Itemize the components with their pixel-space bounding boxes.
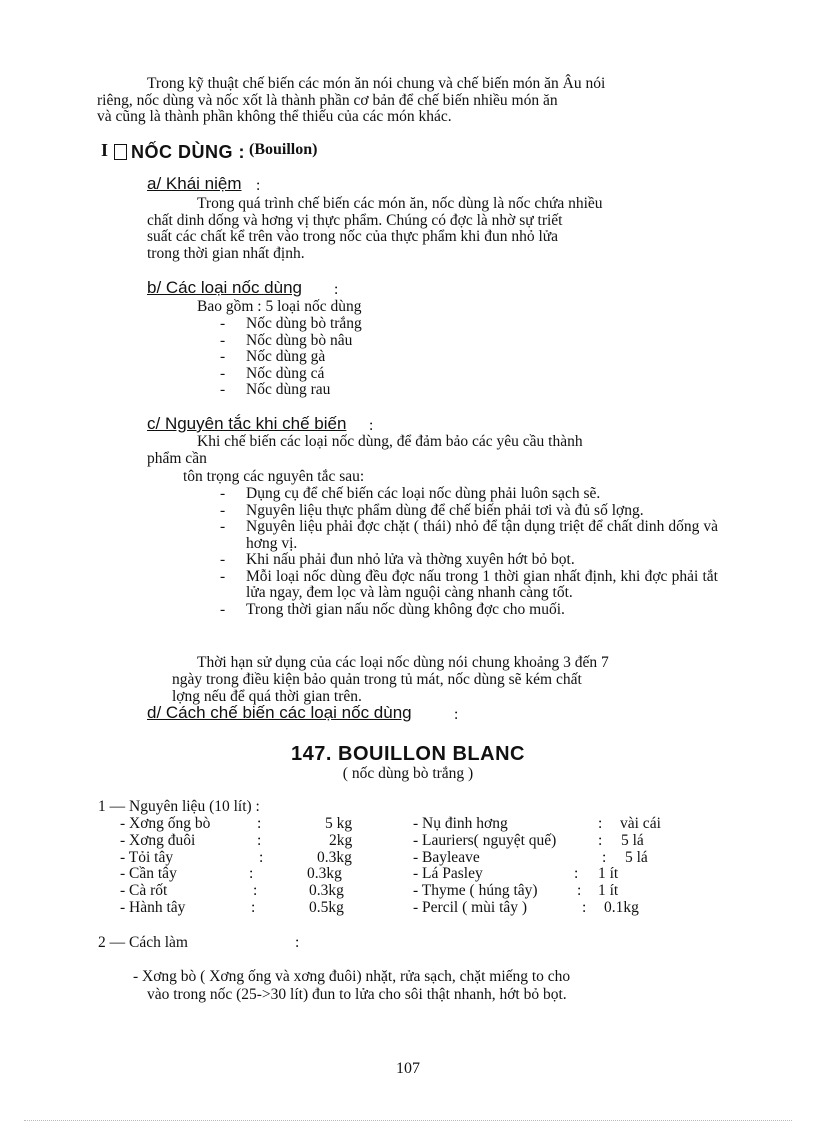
method-step-line: vào trong nốc (25->30 lít) đun to lửa cho sôi thật nhanh, hớt bỏ bọt. — [147, 986, 567, 1003]
method-heading: 2 — Cách làm — [98, 934, 188, 951]
ingredient-name: - Xơng đuôi — [120, 832, 196, 849]
definition-line: Trong quá trình chế biến các món ăn, nốc dùng là nốc chứa nhiều — [197, 195, 603, 212]
ingredient-sep: : — [259, 849, 264, 866]
ingredient-name: - Hành tây — [120, 899, 186, 916]
ingredient-qty: 1 ít — [598, 882, 619, 899]
list-item: - Nốc dùng bò trắng — [220, 316, 520, 333]
ingredient-qty: 0.3kg — [309, 882, 344, 899]
page-bottom-divider — [24, 1120, 792, 1121]
intro-paragraph — [97, 76, 717, 126]
ingredient-qty: 0.3kg — [307, 865, 342, 882]
ingredient-qty: 2kg — [329, 832, 353, 849]
ingredient-sep: : — [602, 849, 607, 866]
ingredient-qty: 5 kg — [325, 815, 353, 832]
ingredient-qty: 0.1kg — [604, 899, 639, 916]
list-item: - Khi nấu phải đun nhỏ lửa và thờng xuyên hớt bỏ bọt. — [220, 552, 718, 569]
ingredient-name: - Percil ( mùi tây ) — [413, 899, 528, 916]
principles-list — [220, 486, 718, 618]
subheading-a-colon: : — [256, 177, 261, 194]
ingredient-sep: : — [257, 832, 262, 849]
method-heading-colon: : — [295, 934, 300, 951]
ingredients-heading: 1 — Nguyên liệu (10 lít) : — [98, 798, 260, 815]
subheading-c-label: c/ Nguyên tắc khi chế biến — [147, 414, 347, 433]
ingredient-qty: 0.3kg — [317, 849, 352, 866]
shelf-life-line: ngày trong điều kiện bảo quản trong tủ mát, nốc dùng sẽ kém chất — [172, 671, 582, 688]
ingredient-qty: 5 lá — [621, 832, 644, 849]
ingredient-sep: : — [582, 899, 587, 916]
subheading-d — [147, 705, 412, 722]
list-item: - Nốc dùng rau — [220, 382, 520, 399]
intro-line: riêng, nốc dùng và nốc xốt là thành phần cơ bản để chế biến nhiều món ăn — [97, 91, 558, 109]
ingredient-sep: : — [257, 815, 262, 832]
ingredient-qty: 0.5kg — [309, 899, 344, 916]
ingredient-name: - Nụ đinh hơng — [413, 815, 508, 832]
subheading-c-colon: : — [369, 417, 374, 434]
section-subtitle: (Bouillon) — [249, 141, 318, 158]
ingredient-name: - Cà rốt — [120, 882, 168, 899]
section-number: I — [101, 140, 109, 160]
ingredient-qty: 1 ít — [598, 865, 619, 882]
types-list — [220, 316, 520, 399]
ingredient-qty: vài cái — [620, 815, 661, 832]
ingredient-sep: : — [598, 815, 603, 832]
subheading-d-label: d/ Cách chế biến các loại nốc dùng — [147, 703, 412, 722]
recipe-subtitle: ( nốc dùng bò trắng ) — [342, 765, 474, 782]
list-item: - Trong thời gian nấu nốc dùng không đợc cho muối. — [220, 602, 718, 619]
principles-lead: phẩm cần — [147, 450, 207, 467]
subheading-b-colon: : — [334, 281, 339, 298]
subheading-a-label: a/ Khái niệm — [147, 174, 242, 193]
intro-line: Trong kỹ thuật chế biến các món ăn nói chung và chế biến món ăn Âu nói — [147, 75, 606, 92]
missing-glyph-box-icon — [114, 144, 127, 160]
list-item: - Dụng cụ để chế biến các loại nốc dùng phải luôn sạch sẽ. — [220, 486, 718, 503]
subheading-c — [147, 416, 346, 433]
section-heading — [101, 142, 317, 163]
intro-line: và cũng là thành phần không thể thiếu của các món khác. — [97, 108, 452, 125]
shelf-life-line: lợng nếu để quá thời gian trên. — [172, 688, 362, 705]
shelf-life-line: Thời hạn sử dụng của các loại nốc dùng nói chung khoảng 3 đến 7 — [197, 654, 609, 671]
ingredient-sep: : — [574, 865, 579, 882]
ingredient-qty: 5 lá — [625, 849, 648, 866]
ingredient-sep: : — [251, 899, 256, 916]
ingredient-name: - Xơng ống bò — [120, 815, 211, 832]
list-item: - Nốc dùng bò nâu — [220, 333, 520, 350]
recipe-title: 147. BOUILLON BLANC — [291, 743, 525, 765]
subheading-b — [147, 280, 302, 297]
list-item: - Nốc dùng gà — [220, 349, 520, 366]
ingredient-name: - Lá Pasley — [413, 865, 483, 882]
definition-line: suất các chất kể trên vào trong nốc của thực phẩm khi đun nhỏ lửa — [147, 228, 559, 245]
principles-lead: tôn trọng các nguyên tắc sau: — [183, 468, 365, 485]
ingredient-name: - Thyme ( húng tây) — [413, 882, 538, 899]
ingredient-sep: : — [577, 882, 582, 899]
ingredient-sep: : — [249, 865, 254, 882]
ingredient-name: - Lauriers( nguyệt quế) — [413, 832, 557, 849]
subheading-b-label: b/ Các loại nốc dùng — [147, 278, 302, 297]
section-title: NỐC DÙNG : — [131, 142, 246, 162]
principles-lead: Khi chế biến các loại nốc dùng, để đảm bảo các yêu cầu thành — [197, 433, 583, 450]
list-item: - Nguyên liệu thực phẩm dùng để chế biến phải tơi và đủ số lợng. — [220, 503, 718, 520]
ingredient-name: - Tỏi tây — [120, 849, 174, 866]
ingredient-sep: : — [253, 882, 258, 899]
list-item: - Nguyên liệu phải đợc chặt ( thái) nhỏ để tận dụng triệt để chất dinh dống và hơng vị. — [220, 519, 718, 552]
definition-paragraph — [147, 196, 717, 262]
page-number: 107 — [396, 1060, 420, 1077]
ingredient-name: - Bayleave — [413, 849, 480, 866]
definition-line: chất dinh dống và hơng vị thực phẩm. Chúng có đợc là nhờ sự triết — [147, 211, 563, 229]
definition-line: trong thời gian nhất định. — [147, 244, 305, 262]
subheading-a — [147, 176, 242, 193]
list-item: - Mỗi loại nốc dùng đều đợc nấu trong 1 thời gian nhất định, khi đợc phải tắt lửa ngay, đem lọc và làm nguội càng nhanh càng tốt. — [220, 569, 718, 602]
types-lead: Bao gồm : 5 loại nốc dùng — [197, 298, 362, 315]
ingredient-sep: : — [598, 832, 603, 849]
method-step-line: - Xơng bò ( Xơng ống và xơng đuôi) nhặt, rửa sạch, chặt miếng to cho — [133, 968, 571, 985]
ingredient-name: - Cần tây — [120, 865, 177, 882]
list-item: - Nốc dùng cá — [220, 366, 520, 383]
subheading-d-colon: : — [454, 706, 459, 723]
